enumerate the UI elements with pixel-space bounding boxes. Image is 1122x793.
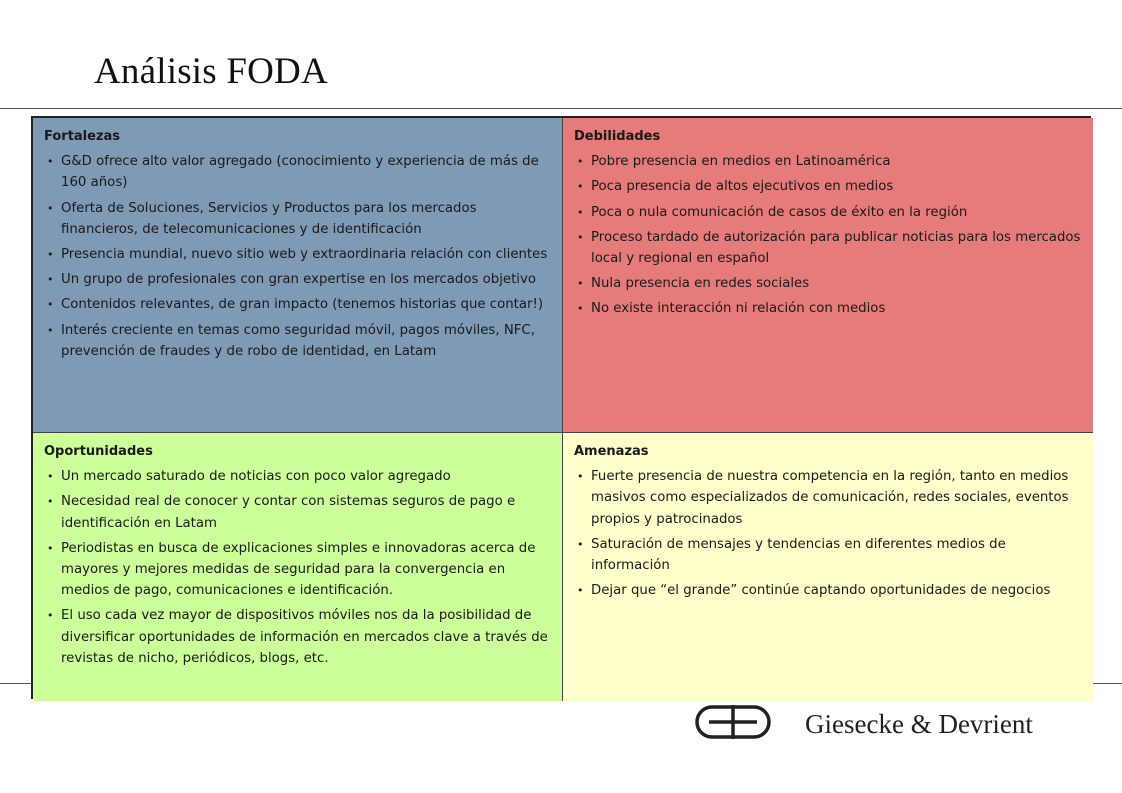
list-item: • Dejar que “el grande” continúe captando oportunidades de negocios (574, 580, 1083, 601)
list-item: • G&D ofrece alto valor agregado (conocimiento y experiencia de más de 160 años) (44, 151, 552, 193)
company-logo (695, 704, 1045, 744)
list-item: • Fuerte presencia de nuestra competencia en la región, tanto en medios masivos como especializados de comunicación, redes sociales, eventos propios y patrocinados (574, 466, 1083, 530)
list-item: • Periodistas en busca de explicaciones simples e innovadoras acerca de mayores y mejores medidas de seguridad para la convergencia en medios de pago, comunicaciones e identificación. (44, 538, 552, 602)
list-item: • No existe interacción ni relación con medios (574, 298, 1083, 319)
list-item: • Necesidad real de conocer y contar con sistemas seguros de pago e identificación en Latam (44, 491, 552, 533)
threats-quadrant (563, 433, 1093, 701)
swot-matrix (31, 116, 1091, 699)
list-item: • Oferta de Soluciones, Servicios y Productos para los mercados financieros, de telecomunicaciones y de identificación (44, 198, 552, 240)
list-item: • El uso cada vez mayor de dispositivos móviles nos da la posibilidad de diversificar oportunidades de información en mercados clave a través de revistas de nicho, periódicos, blogs, etc. (44, 605, 552, 669)
weaknesses-heading: Debilidades (574, 129, 661, 144)
strengths-heading: Fortalezas (44, 129, 121, 144)
opportunities-list (44, 466, 552, 669)
top-divider (0, 108, 1122, 109)
opportunities-heading: Oportunidades (44, 444, 153, 459)
strengths-quadrant (33, 118, 563, 433)
list-item: • Interés creciente en temas como seguridad móvil, pagos móviles, NFC, prevención de fraudes y de robo de identidad, en Latam (44, 320, 552, 362)
list-item: • Contenidos relevantes, de gran impacto (tenemos historias que contar!) (44, 294, 552, 315)
list-item: • Saturación de mensajes y tendencias en diferentes medios de información (574, 534, 1083, 576)
list-item: • Un grupo de profesionales con gran expertise en los mercados objetivo (44, 269, 552, 290)
list-item: • Nula presencia en redes sociales (574, 273, 1083, 294)
list-item: • Presencia mundial, nuevo sitio web y extraordinaria relación con clientes (44, 244, 552, 265)
page-title: Análisis FODA (94, 51, 328, 92)
threats-list (574, 466, 1083, 601)
weaknesses-list (574, 151, 1083, 319)
list-item: • Poca o nula comunicación de casos de éxito en la región (574, 202, 1083, 223)
list-item: • Pobre presencia en medios en Latinoamérica (574, 151, 1083, 172)
strengths-list (44, 151, 552, 362)
threats-heading: Amenazas (574, 444, 649, 459)
logo-text: Giesecke & Devrient (805, 708, 1033, 739)
gd-logo-icon (695, 705, 771, 743)
list-item: • Un mercado saturado de noticias con poco valor agregado (44, 466, 552, 487)
list-item: • Poca presencia de altos ejecutivos en medios (574, 176, 1083, 197)
list-item: • Proceso tardado de autorización para publicar noticias para los mercados local y regional en español (574, 227, 1083, 269)
opportunities-quadrant (33, 433, 563, 701)
weaknesses-quadrant (563, 118, 1093, 433)
